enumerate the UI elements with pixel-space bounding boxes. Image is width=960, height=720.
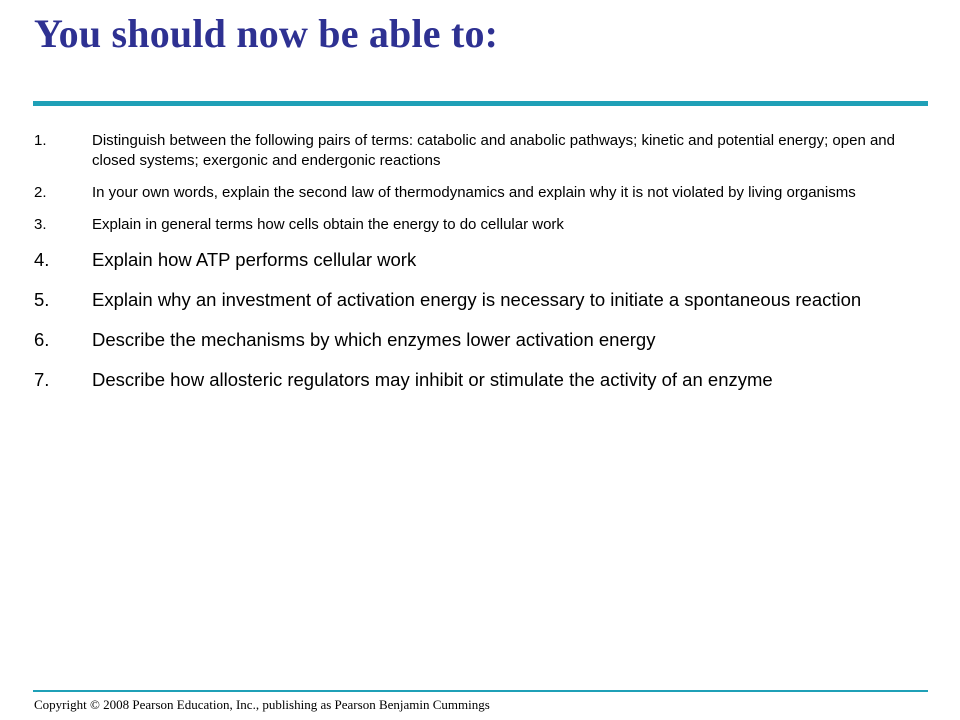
objective-text: Explain in general terms how cells obtain the energy to do cellular work <box>92 216 564 233</box>
objective-item-7 <box>34 367 914 392</box>
objective-text: Explain why an investment of activation energy is necessary to initiate a spontaneous reaction <box>92 289 862 310</box>
objective-text: Describe the mechanisms by which enzymes lower activation energy <box>92 329 656 350</box>
objective-text: In your own words, explain the second law of thermodynamics and explain why it is not violated by living organisms <box>92 184 856 201</box>
objective-item-3 <box>34 215 914 235</box>
footer-divider <box>33 690 928 692</box>
objective-item-5 <box>34 287 914 312</box>
objective-number: 2. <box>34 184 47 201</box>
objective-item-1 <box>34 131 914 171</box>
objective-number: 3. <box>34 216 47 233</box>
title-divider <box>33 101 928 106</box>
slide-title: You should now be able to: <box>34 11 499 56</box>
objective-number: 5. <box>34 289 50 310</box>
objective-text: Explain how ATP performs cellular work <box>92 249 417 270</box>
objective-number: 1. <box>34 132 47 149</box>
objective-item-6 <box>34 327 914 352</box>
objective-number: 7. <box>34 369 50 390</box>
objectives-list <box>34 131 914 407</box>
objective-text: Distinguish between the following pairs of terms: catabolic and anabolic pathways; kinetic and potential energy; open and closed systems; exergonic and endergonic reactions <box>92 132 895 169</box>
objective-item-2 <box>34 183 914 203</box>
objective-text: Describe how allosteric regulators may inhibit or stimulate the activity of an enzyme <box>92 369 773 390</box>
objective-item-4 <box>34 247 914 272</box>
objective-number: 6. <box>34 329 50 350</box>
copyright-notice: Copyright © 2008 Pearson Education, Inc., publishing as Pearson Benjamin Cummings <box>34 697 490 712</box>
objective-number: 4. <box>34 249 50 270</box>
